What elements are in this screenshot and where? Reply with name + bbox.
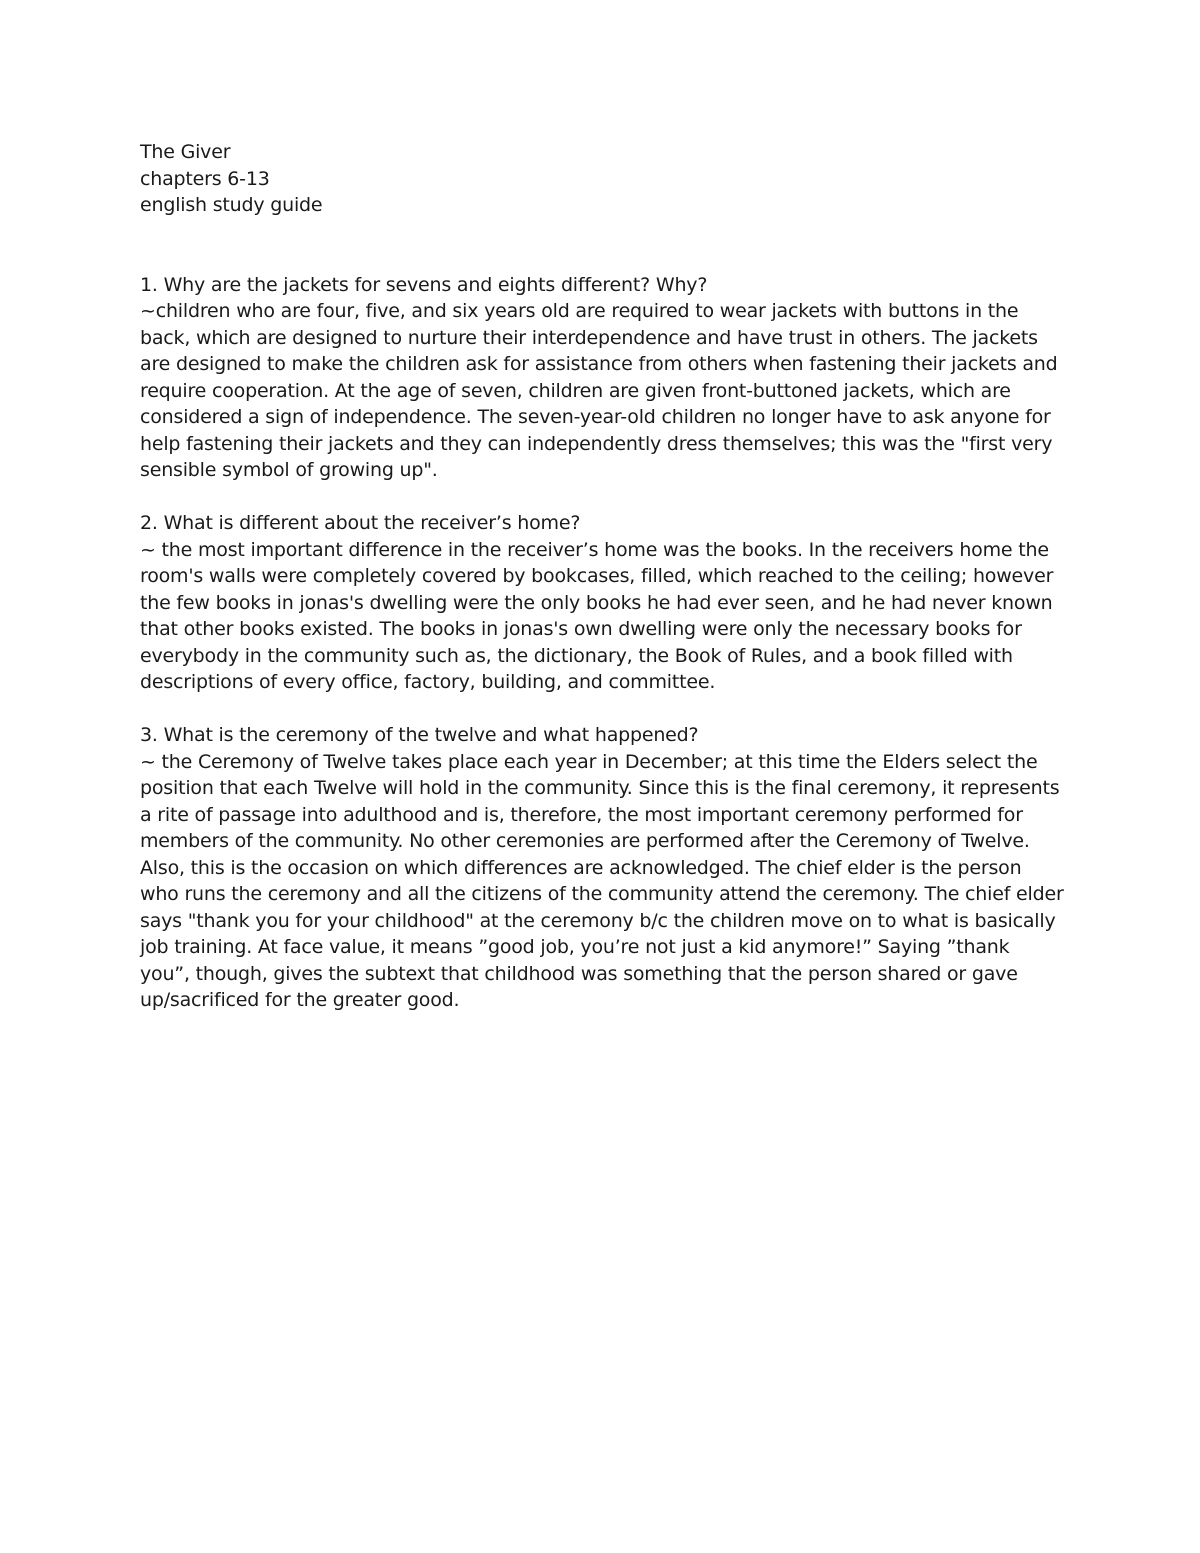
question-block-1: [140, 272, 1065, 484]
question-block-2: [140, 510, 1065, 696]
answer-text: ~children who are four, five, and six years old are required to wear jackets with buttons in the back, which are designed to nurture their interdependence and have trust in others. The jackets are designed to make the children ask for assistance from others when fastening their jackets and require cooperation. At the age of seven, children are given front-buttoned jackets, which are considered a sign of independence. The seven-year-old children no longer have to ask anyone for help fastening their jackets and they can independently dress themselves; this was the "first very sensible symbol of growing up".: [140, 300, 1058, 481]
question-text: 1. Why are the jackets for sevens and eights different? Why?: [140, 273, 708, 296]
answer-text: ~ the Ceremony of Twelve takes place each year in December; at this time the Elders select the position that each Twelve will hold in the community. Since this is the final ceremony, it represents a rite of passage into adulthood and is, therefore, the most important ceremony performed for members of the community. No other ceremonies are performed after the Ceremony of Twelve. Also, this is the occasion on which differences are acknowledged. The chief elder is the person who runs the ceremony and all the citizens of the community attend the ceremony. The chief elder says "thank you for your childhood" at the ceremony b/c the children move on to what is basically job training. At face value, it means ”good job, you’re not just a kid anymore!” Saying ”thank you”, though, gives the subtext that childhood was something that the person shared or gave up/sacrificed for the greater good.: [140, 750, 1064, 1011]
document-header: [140, 139, 1065, 219]
question-text: 2. What is different about the receiver’s home?: [140, 512, 581, 534]
subtitle-line: english study guide: [140, 194, 323, 216]
answer-text: ~ the most important difference in the receiver’s home was the books. In the receivers home the room's walls were completely covered by bookcases, filled, which reached to the ceiling; however the few books in jonas's dwelling were the only books he had ever seen, and he had never known that other books existed. The books in jonas's own dwelling were only the necessary books for everybody in the community such as, the dictionary, the Book of Rules, and a book filled with descriptions of every office, factory, building, and committee.: [140, 538, 1054, 693]
chapters-line: chapters 6-13: [140, 167, 270, 190]
question-text: 3. What is the ceremony of the twelve and what happened?: [140, 724, 699, 746]
document-title: The Giver: [140, 141, 231, 163]
question-block-3: [140, 722, 1065, 1014]
document-body: [140, 139, 1065, 1040]
